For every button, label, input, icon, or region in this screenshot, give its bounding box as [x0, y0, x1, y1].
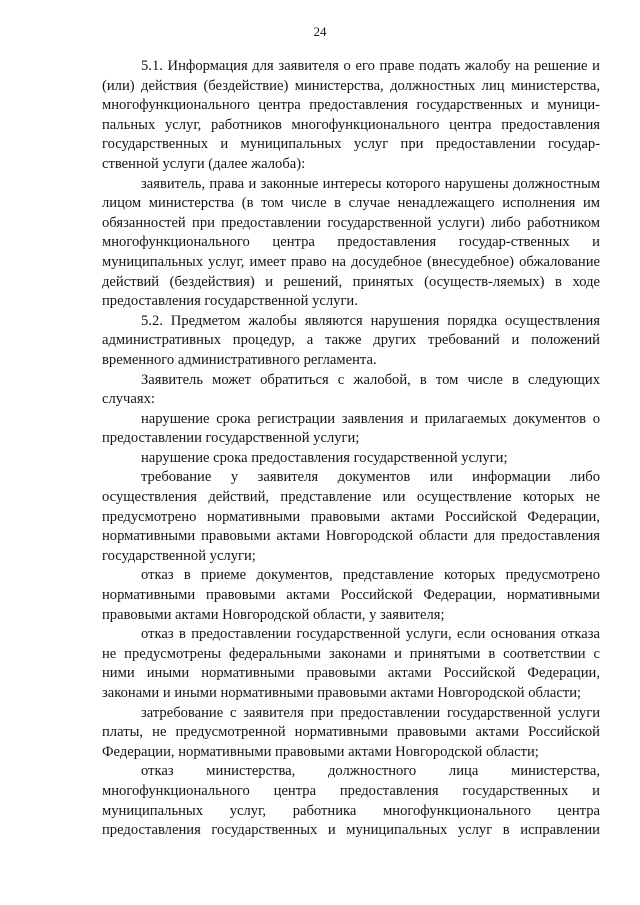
- document-body: [102, 57, 600, 841]
- list-item-service-refusal: отказ в предоставлении государственной услуги, если основания отказа не предусмотрены федеральными законами и принятыми в соответствии с ними иными нормативными правовыми актами Российской Федерации, законами и иными нормативными правовыми актами Новгородской области;: [102, 626, 600, 701]
- paragraph-5-1: 5.1. Информация для заявителя о его праве подать жалобу на решение и (или) действия (бездействие) министерства, должностных лиц министерства, многофункционального центра предоставления государственных и муници-пальных услуг, работников многофункционального центра предоставления государственных и муниципальных услуг при предоставлении государ-ственной услуги (далее жалоба):: [102, 58, 600, 172]
- paragraph-applicant-rights: заявитель, права и законные интересы которого нарушены должностным лицом министерства (в том числе в случае ненадлежащего исполнения им обязанностей при предоставлении государственной услуги) либо работником многофункционального центра предоставления государ-ственных и муниципальных услуг, имеет право на досудебное (внесудебное) обжалование действий (бездействия) и решений, принятых (осуществ-ляемых) в ходе предоставления государственной услуги.: [102, 175, 600, 310]
- list-item-service-deadline: нарушение срока предоставления государственной услуги;: [141, 449, 508, 466]
- list-item-document-refusal: отказ в приеме документов, представление которых предусмотрено нормативными правовыми актами Российской Федерации, нормативными правовыми актами Новгородской области, у заявителя;: [102, 567, 600, 623]
- paragraph-cases-intro: Заявитель может обратиться с жалобой, в том числе в следующих случаях:: [102, 371, 600, 408]
- list-item-fee-demand: затребование с заявителя при предоставлении государственной услуги платы, не предусмотренной нормативными правовыми актами Российской Федерации, нормативными правовыми актами Новгородской области;: [102, 704, 600, 760]
- page-number: 24: [313, 24, 327, 39]
- list-item-document-demand: требование у заявителя документов или информации либо осуществления действий, представление или осуществление которых не предусмотрено нормативными правовыми актами Российской Федерации, нормативными правовыми актами Новгородской области для предоставления государственной услуги;: [102, 469, 600, 564]
- list-item-correction-refusal: отказ министерства, должностного лица министерства, многофункционального центра предоставления государственных и муниципальных услуг, работника многофункционального центра предоставления государственных и муниципальных услуг в исправлении: [102, 763, 600, 839]
- paragraph-5-2: 5.2. Предметом жалобы являются нарушения порядка осуществления административных процедур, а также других требований и положений временного административного регламента.: [102, 312, 600, 368]
- list-item-registration-deadline: нарушение срока регистрации заявления и прилагаемых документов о предоставлении государственной услуги;: [102, 410, 600, 447]
